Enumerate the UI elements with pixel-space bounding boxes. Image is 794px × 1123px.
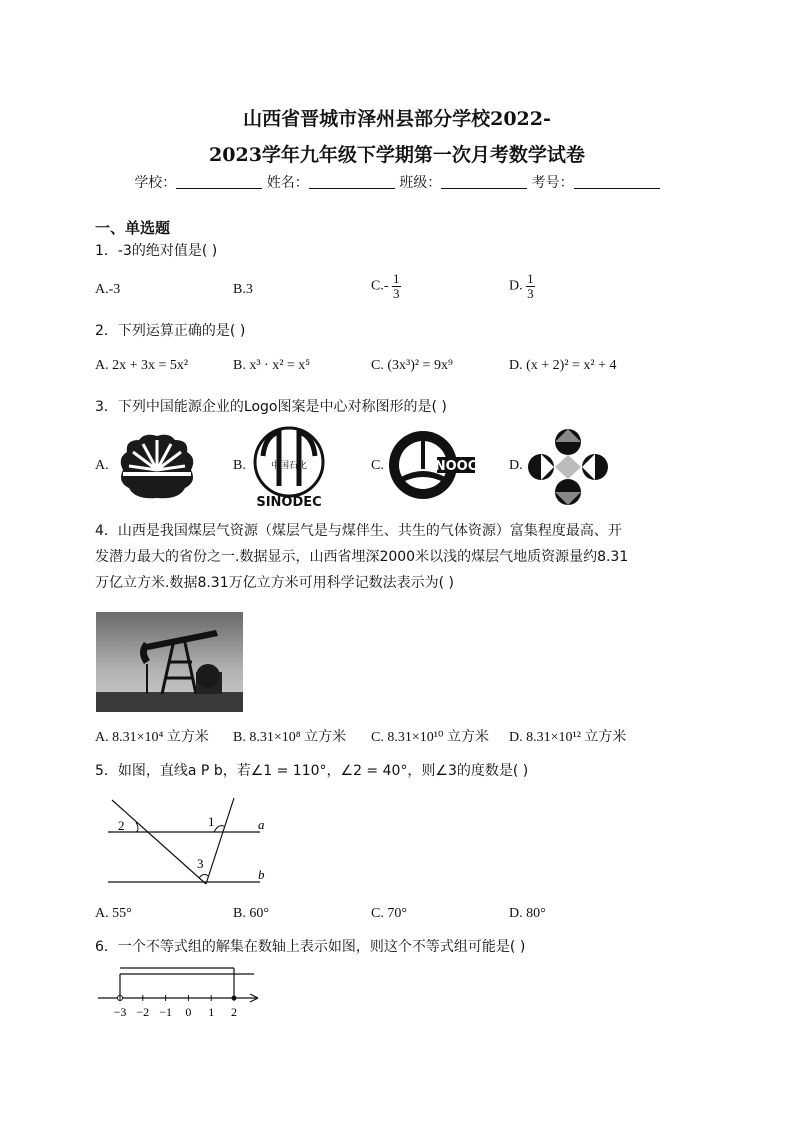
q1-option-b[interactable]: B.3	[233, 282, 253, 297]
q2-option-c[interactable]: C. (3x³)² = 9x⁹	[371, 358, 453, 373]
cnooc-style-logo	[387, 425, 477, 505]
q1-d-num: 1	[527, 271, 534, 286]
logo-b-bottom-text: SINODEC	[256, 495, 322, 508]
q4-option-b[interactable]: B. 8.31×10⁸ 立方米	[233, 730, 347, 745]
q4-option-d[interactable]: D. 8.31×10¹² 立方米	[509, 730, 627, 745]
q5-parallel-lines-diagram	[100, 796, 275, 892]
q3-stem: 3．下列中国能源企业的Logo图案是中心对称图形的是( )	[95, 399, 447, 415]
q1-c-prefix: C.-	[371, 278, 389, 294]
q2-stem: 2．下列运算正确的是( )	[95, 323, 246, 339]
q1-stem: 1．-3的绝对值是( )	[95, 243, 218, 259]
q1-c-fraction	[392, 272, 401, 301]
number-line-tick-label: 1	[208, 1005, 215, 1019]
name-label: 姓名：	[266, 175, 309, 191]
q1-d-fraction	[526, 272, 535, 301]
q2-option-b[interactable]: B. x³ · x² = x⁵	[233, 358, 311, 373]
q1-option-d[interactable]	[509, 272, 535, 301]
four-circle-logo	[525, 428, 611, 506]
oil-pump-photo	[96, 612, 243, 712]
q5-stem: 5．如图，直线a P b，若∠1 = 110°，∠2 = 40°，则∠3的度数是( )	[95, 763, 529, 779]
number-label: 考号：	[531, 175, 574, 191]
q5-option-a[interactable]: A. 55°	[95, 906, 132, 921]
name-blank[interactable]	[309, 174, 395, 189]
q3-option-a[interactable]: A.	[95, 458, 109, 473]
q2-option-a[interactable]: A. 2x + 3x = 5x²	[95, 358, 189, 373]
q6-stem: 6．一个不等式组的解集在数轴上表示如图，则这个不等式组可能是( )	[95, 939, 526, 955]
number-line-tick-label: −2	[136, 1005, 150, 1019]
class-label: 班级：	[399, 175, 442, 191]
petrochina-style-logo	[113, 430, 201, 502]
q3-option-b[interactable]: B.	[233, 458, 246, 473]
logo-c-text: NOOC	[434, 459, 477, 474]
q1-d-den: 3	[527, 286, 534, 301]
school-blank[interactable]	[176, 174, 262, 189]
q5-option-b[interactable]: B. 60°	[233, 906, 269, 921]
q4-option-c[interactable]: C. 8.31×10¹⁰ 立方米	[371, 730, 490, 745]
school-label: 学校：	[134, 175, 177, 191]
logo-b-chinese-text: 中国石化	[270, 461, 308, 471]
q1-option-c[interactable]	[371, 272, 401, 301]
q5-option-c[interactable]: C. 70°	[371, 906, 407, 921]
line-b-label: b	[258, 867, 265, 882]
q3-option-d[interactable]: D.	[509, 458, 523, 473]
number-line-tick-label: 2	[231, 1005, 237, 1019]
q1-c-den: 3	[393, 286, 400, 301]
section-heading: 一、单选题	[95, 219, 171, 237]
sinopec-style-logo	[249, 426, 331, 508]
q1-c-num: 1	[393, 271, 400, 286]
student-info-line	[0, 172, 794, 192]
angle-1-label: 1	[208, 814, 215, 829]
q4-stem	[95, 518, 705, 596]
q4-line3: 万亿立方米.数据8.31万亿立方米可用科学记数法表示为( )	[95, 575, 454, 591]
angle-2-label: 2	[118, 818, 125, 833]
number-line-tick-label: −3	[113, 1005, 127, 1019]
number-line-tick-label: −1	[159, 1005, 172, 1019]
number-line-tick-label: 0	[185, 1005, 192, 1019]
q2-option-d[interactable]: D. (x + 2)² = x² + 4	[509, 358, 617, 373]
angle-3-label: 3	[197, 856, 204, 871]
q4-line1: 4．山西是我国煤层气资源（煤层气是与煤伴生、共生的气体资源）富集程度最高、开	[95, 523, 622, 539]
exam-title-line1: 山西省晋城市泽州县部分学校2022-	[243, 108, 551, 130]
class-blank[interactable]	[441, 174, 527, 189]
q1-d-prefix: D.	[509, 278, 523, 294]
q4-option-a[interactable]: A. 8.31×10⁴ 立方米	[95, 730, 209, 745]
q1-option-a[interactable]: A.-3	[95, 282, 121, 297]
q3-option-c[interactable]: C.	[371, 458, 384, 473]
q5-option-d[interactable]: D. 80°	[509, 906, 546, 921]
number-blank[interactable]	[574, 174, 660, 189]
line-a-label: a	[258, 817, 265, 832]
q4-line2: 发潜力最大的省份之一.数据显示，山西省埋深2000米以浅的煤层气地质资源量约8.31	[95, 549, 629, 565]
q6-number-line	[96, 962, 266, 1022]
exam-title-line2: 2023学年九年级下学期第一次月考数学试卷	[209, 144, 585, 166]
